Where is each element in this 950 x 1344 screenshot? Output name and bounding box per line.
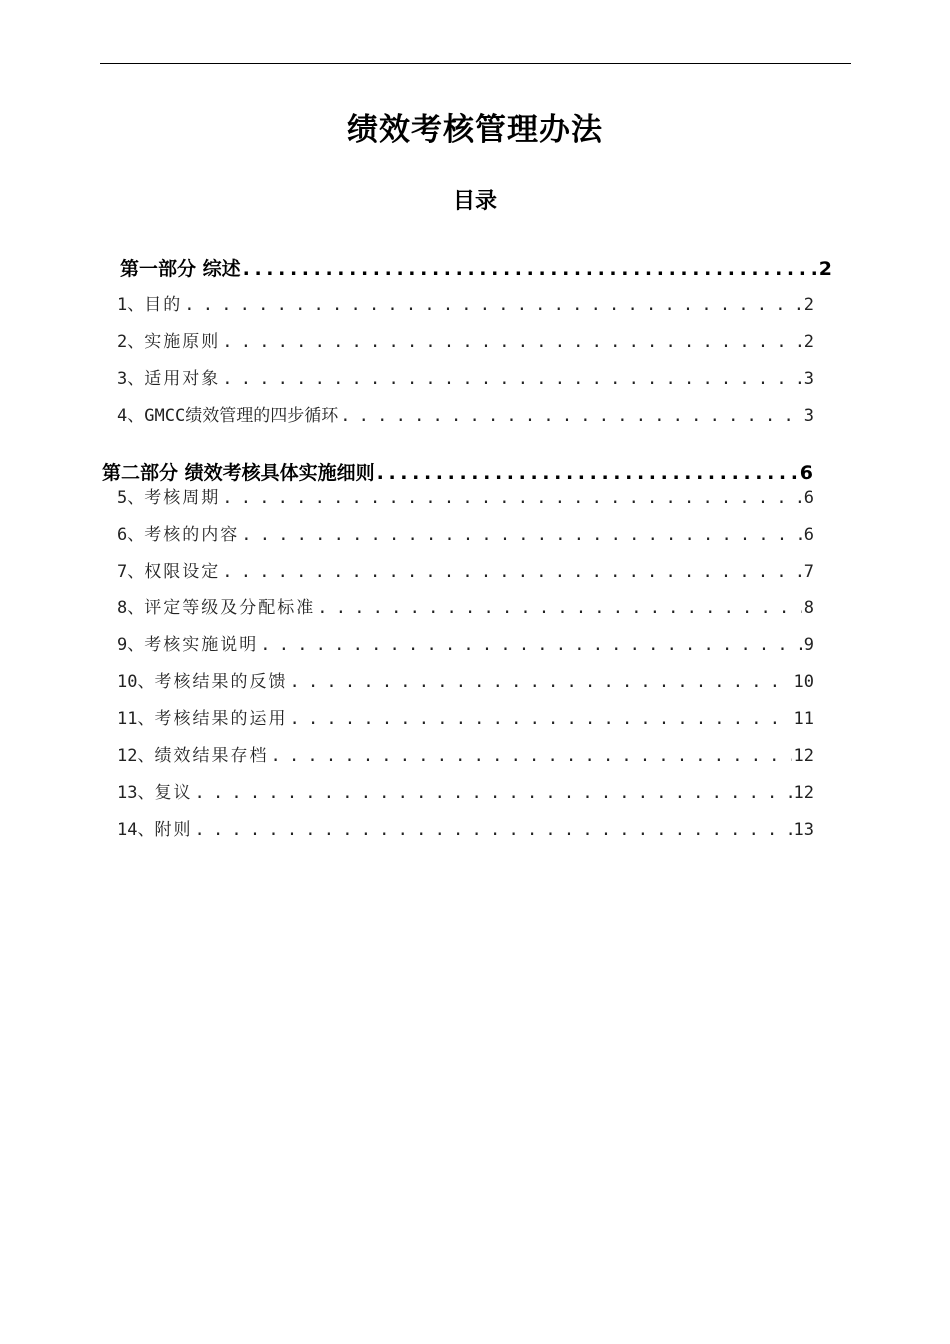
toc-page-number: 2 (803, 295, 814, 315)
toc-item-6[interactable] (117, 523, 814, 547)
toc-item-label: 考核周期 (144, 488, 221, 508)
toc-item-label: 绩效结果存档 (154, 746, 269, 766)
toc-item-label: GMCC绩效管理的四步循环 (144, 406, 339, 426)
toc-item-number: 10、 (117, 672, 155, 692)
toc-page-number: 9 (803, 635, 814, 655)
toc-item-label: 考核结果的运用 (154, 709, 288, 729)
toc-item-14[interactable] (117, 818, 814, 842)
toc-item-5[interactable] (117, 486, 814, 510)
toc-item-13[interactable] (117, 781, 814, 805)
toc-item-12[interactable] (117, 744, 814, 768)
toc-item-number: 2、 (117, 332, 145, 352)
toc-page-number: 12 (793, 783, 814, 803)
toc-leader (222, 330, 802, 354)
toc-item-label: 评定等级及分配标准 (144, 598, 316, 618)
toc-leader (241, 523, 802, 547)
toc-page-number: 13 (793, 820, 814, 840)
toc-item-number: 4、 (117, 406, 145, 426)
toc-item-number: 7、 (117, 562, 145, 582)
toc-item-7[interactable] (117, 560, 814, 584)
toc-item-number: 5、 (117, 488, 145, 508)
document-title: 绩效考核管理办法 (347, 112, 603, 148)
toc-leader (222, 367, 802, 391)
toc-leader (194, 781, 791, 805)
toc-page-number: 2 (818, 258, 832, 280)
toc-item-label: 考核实施说明 (144, 635, 259, 655)
toc-item-number: 8、 (117, 598, 145, 618)
toc-leader (260, 633, 802, 657)
toc-item-number: 14、 (117, 820, 155, 840)
toc-leader (270, 744, 791, 768)
toc-leader (317, 596, 802, 620)
toc-page-number: 3 (803, 406, 814, 426)
toc-leader (289, 707, 791, 731)
toc-leader (243, 256, 817, 282)
toc-item-number: 9、 (117, 635, 145, 655)
toc-item-10[interactable] (117, 670, 814, 694)
toc-item-9[interactable] (117, 633, 814, 657)
toc-item-label: 考核结果的反馈 (154, 672, 288, 692)
toc-item-label: 附则 (154, 820, 193, 840)
toc-page-number: 12 (793, 746, 814, 766)
toc-item-label: 复议 (154, 783, 193, 803)
toc-page-number: 3 (803, 369, 814, 389)
toc-item-8[interactable] (117, 596, 814, 620)
toc-page-number: 2 (803, 332, 814, 352)
toc-item-11[interactable] (117, 707, 814, 731)
toc-page-number: 6 (803, 488, 814, 508)
toc-item-2[interactable] (117, 330, 814, 354)
toc-item-label: 适用对象 (144, 369, 221, 389)
toc-part-1[interactable] (120, 256, 832, 282)
toc-leader (289, 670, 791, 694)
toc-item-4[interactable] (117, 404, 814, 428)
toc-item-label: 考核的内容 (144, 525, 240, 545)
toc-part-2[interactable] (102, 460, 813, 486)
toc-page-number: 6 (803, 525, 814, 545)
toc-item-number: 12、 (117, 746, 155, 766)
toc-leader (222, 486, 802, 510)
toc-page-number: 7 (803, 562, 814, 582)
toc-item-number: 13、 (117, 783, 155, 803)
toc-part-label: 第一部分 综述 (120, 258, 241, 280)
toc-item-number: 1、 (117, 295, 145, 315)
toc-page-number: 8 (803, 598, 814, 618)
toc-item-number: 6、 (117, 525, 145, 545)
toc-page-number: 11 (793, 709, 814, 729)
toc-item-label: 权限设定 (144, 562, 221, 582)
header-rule (100, 63, 851, 64)
toc-item-number: 11、 (117, 709, 155, 729)
toc-leader (194, 818, 791, 842)
toc-item-3[interactable] (117, 367, 814, 391)
toc-leader (340, 404, 802, 428)
toc-leader (222, 560, 802, 584)
toc-leader (184, 293, 802, 317)
toc-item-label: 实施原则 (144, 332, 221, 352)
toc-leader (377, 460, 798, 486)
toc-item-label: 目的 (144, 295, 183, 315)
toc-page-number: 6 (799, 462, 813, 484)
toc-page-number: 10 (793, 672, 814, 692)
toc-heading: 目录 (452, 189, 497, 214)
toc-part-label: 第二部分 绩效考核具体实施细则 (102, 462, 375, 484)
toc-item-number: 3、 (117, 369, 145, 389)
toc-item-1[interactable] (117, 293, 814, 317)
